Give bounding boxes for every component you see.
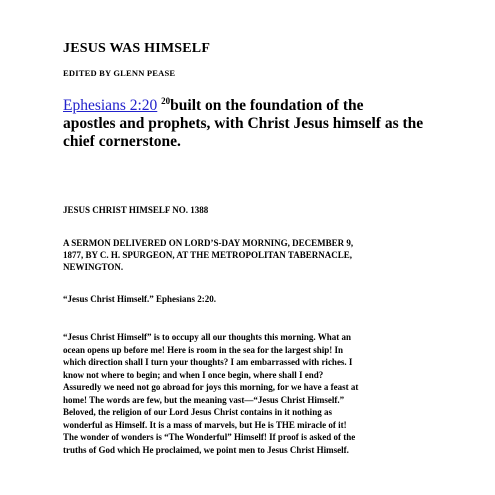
sermon-info-line-1: A SERMON DELIVERED ON LORD’S-DAY MORNING, DECEMBER 9, (63, 238, 354, 248)
body-line: Beloved, the religion of our Lord Jesus Christ contains in it nothing as (63, 407, 332, 417)
body-line: Assuredly we need not go abroad for joys this morning, for we have a feast at (63, 382, 359, 392)
body-line: truths of God which He proclaimed, we point men to Jesus Christ Himself. (63, 444, 349, 455)
sermon-info (63, 237, 463, 273)
sermon-info-line-3: NEWINGTON. (63, 262, 124, 272)
sermon-info-line-2: 1877, BY C. H. SPURGEON, AT THE METROPOLITAN TABERNACLE, (63, 250, 352, 260)
body-line: “Jesus Christ Himself” is to occupy all our thoughts this morning. What an (63, 332, 351, 342)
body-line: wonderful as Himself. It is a mass of marvels, but He is THE miracle of it! (63, 419, 347, 430)
body-line: home! The words are few, but the meaning vast—“Jesus Christ Himself.” (63, 394, 345, 405)
sermon-number: JESUS CHRIST HIMSELF NO. 1388 (63, 205, 209, 215)
body-line: ocean opens up before me! Here is room in the sea for the largest ship! In (63, 344, 344, 355)
body-line: The wonder of wonders is “The Wonderful” Himself! If proof is asked of the (63, 432, 356, 442)
document-author: EDITED BY GLENN PEASE (63, 68, 176, 78)
verse-text-1: built on the foundation of the (170, 97, 364, 114)
body-line: which direction shall I turn your thoughts? I am embarrassed with riches. I (63, 357, 353, 367)
verse-number: 20 (161, 95, 171, 106)
document-title: JESUS WAS HIMSELF (63, 41, 211, 56)
body-line: know not where to begin; and when I once begin, where shall I end? (63, 369, 324, 380)
verse-text-3: chief cornerstone. (63, 133, 181, 150)
scripture-verse (63, 97, 455, 151)
verse-line-1 (63, 97, 455, 115)
scripture-reference-link[interactable]: Ephesians 2:20 (63, 97, 158, 114)
sermon-quote: “Jesus Christ Himself.” Ephesians 2:20. (63, 294, 217, 304)
sermon-body (63, 331, 463, 456)
verse-text-2: apostles and prophets, with Christ Jesus himself as the (63, 115, 424, 132)
